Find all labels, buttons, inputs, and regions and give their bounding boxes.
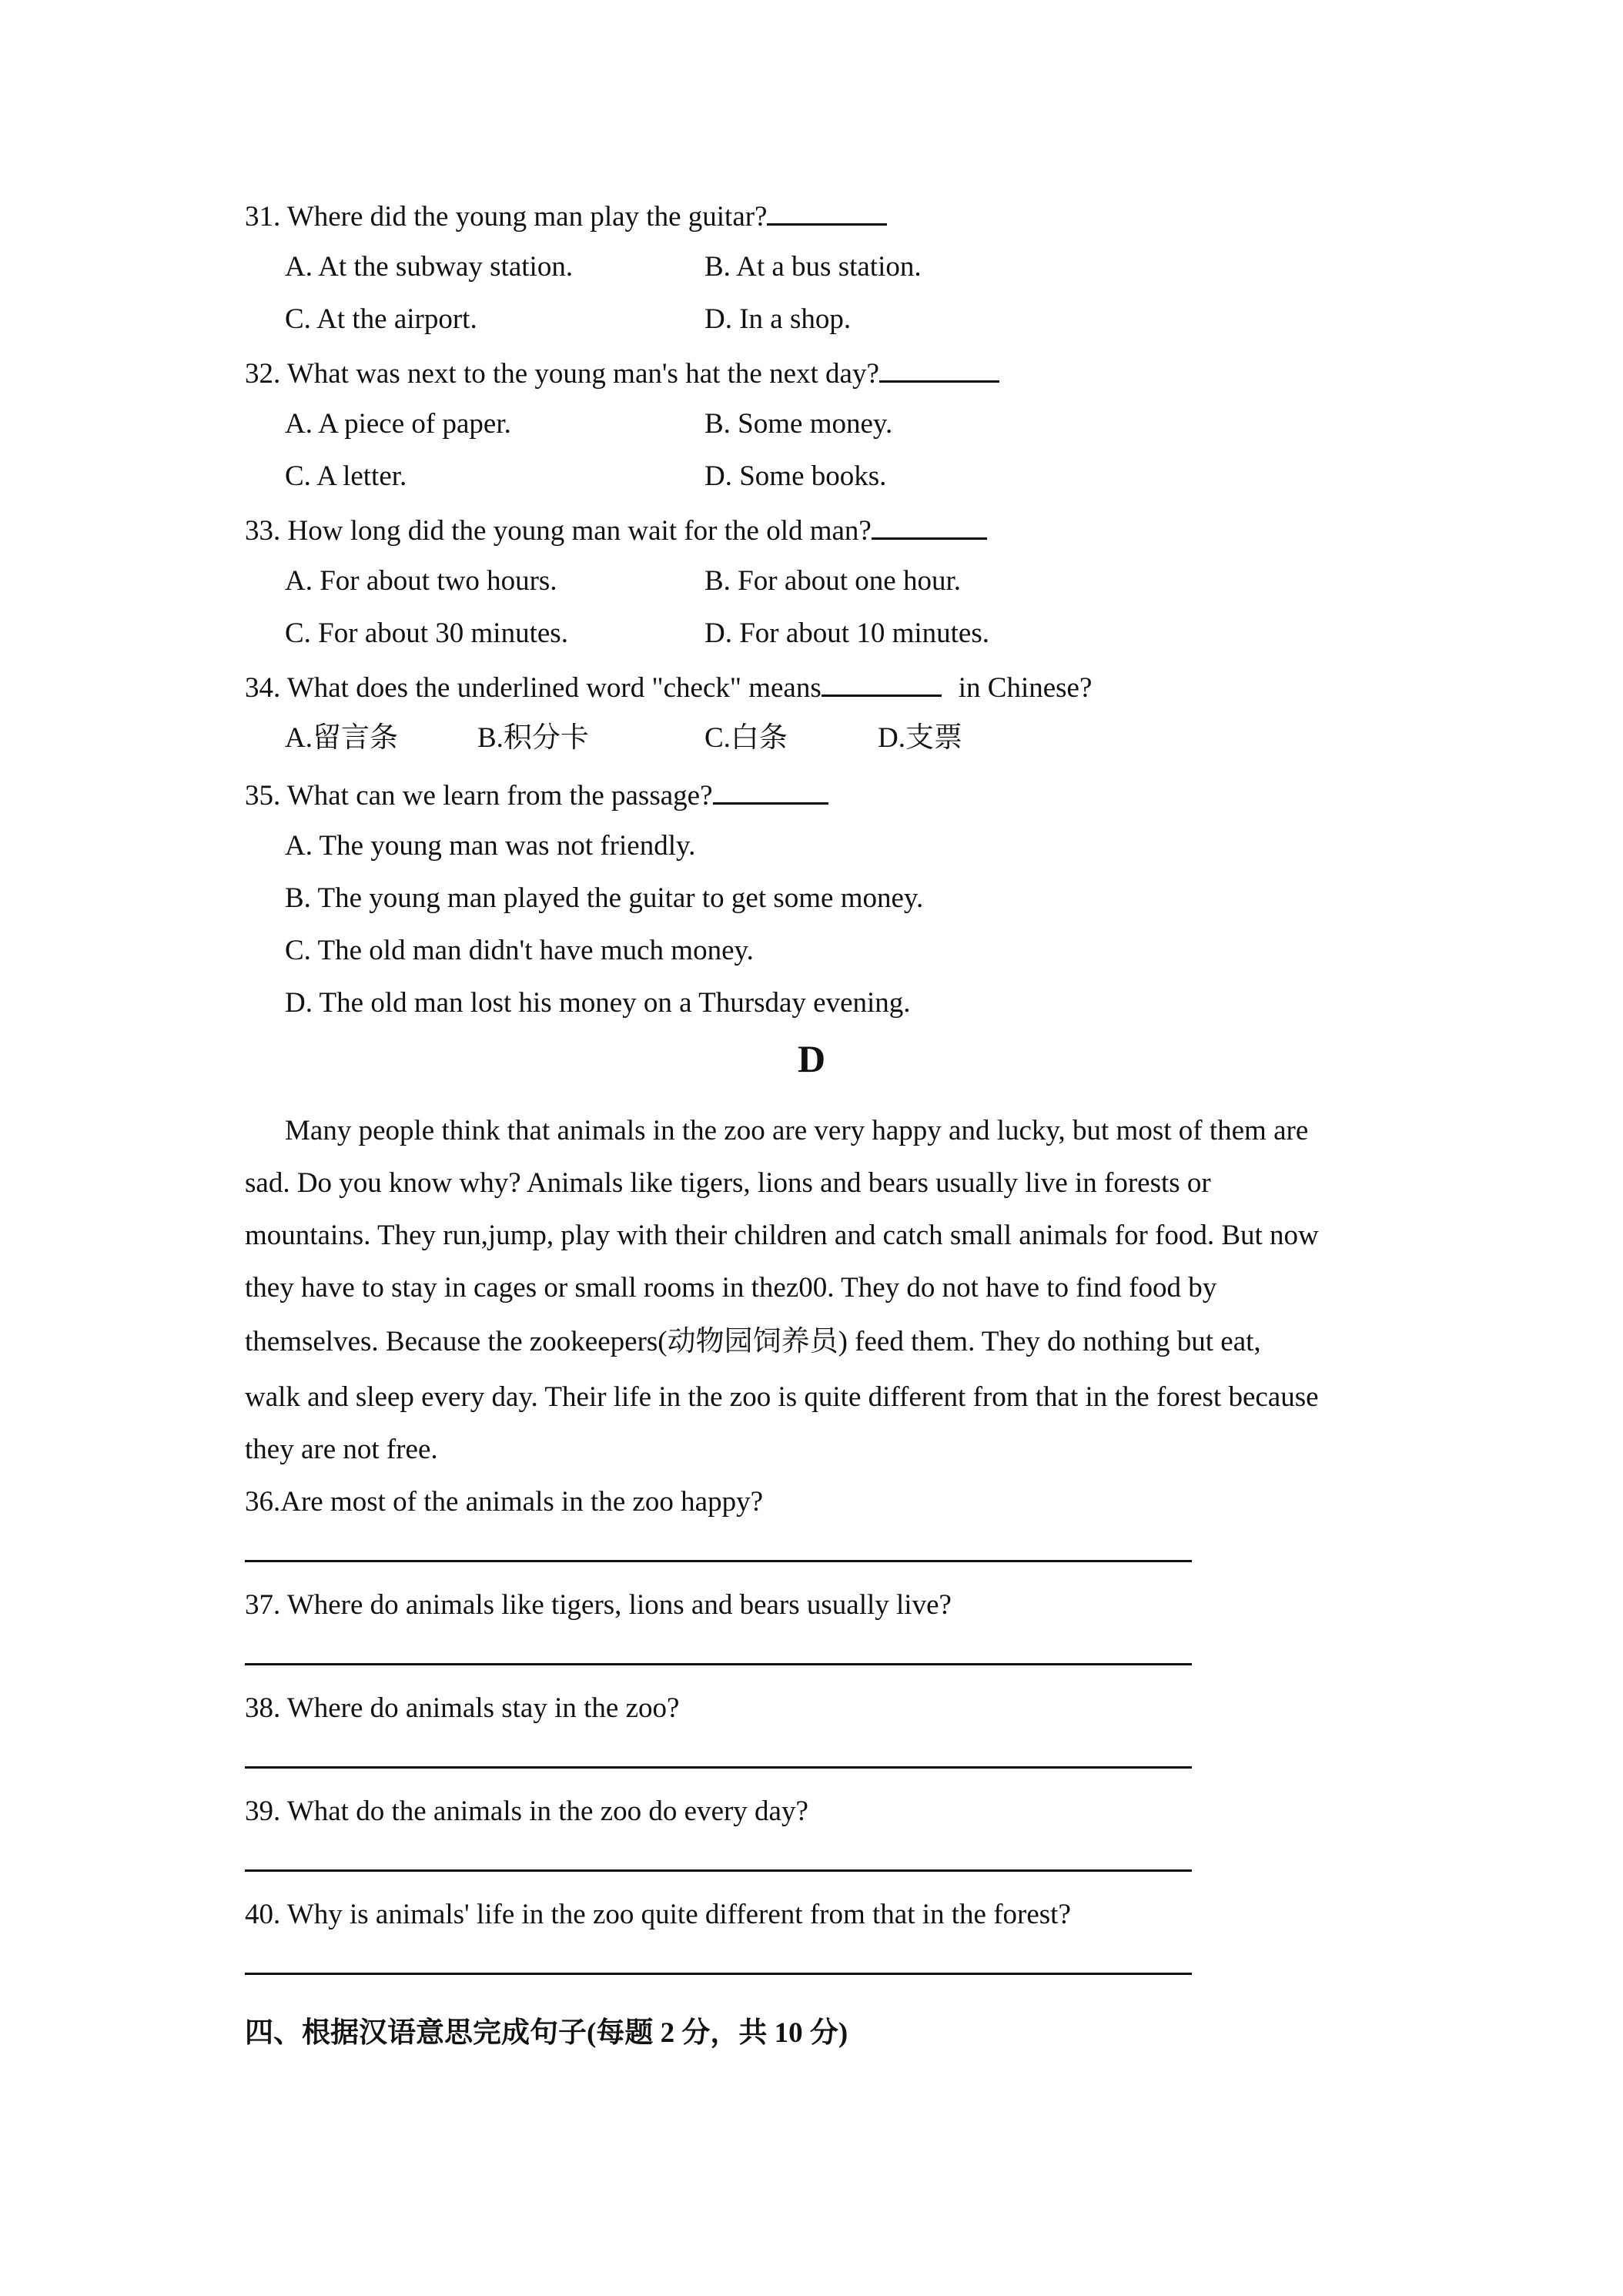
question-35 (245, 779, 828, 810)
question-31 (245, 200, 887, 231)
question-36: 36.Are most of the animals in the zoo happy? (245, 1486, 764, 1518)
question-stem: 35. What can we learn from the passage? (245, 780, 713, 812)
question-40: 40. Why is animals' life in the zoo quite different from that in the forest? (245, 1899, 1071, 1930)
option-33-a[interactable]: A. For about two hours. (285, 565, 557, 597)
option-35-d[interactable]: D. The old man lost his money on a Thursday evening. (285, 987, 911, 1019)
answer-blank[interactable] (822, 671, 942, 697)
answer-line-39[interactable] (245, 1869, 1192, 1872)
question-34 (245, 671, 1092, 702)
passage-line: sad. Do you know why? Animals like tigers, lions and bears usually live in forests or (245, 1167, 1211, 1199)
passage-line: mountains. They run,jump, play with their children and catch small animals for food. But now (245, 1220, 1319, 1251)
question-stem: 34. What does the underlined word "check" means (245, 672, 822, 704)
answer-line-37[interactable] (245, 1663, 1192, 1665)
option-31-c[interactable]: C. At the airport. (285, 303, 477, 335)
question-stem: 32. What was next to the young man's hat the next day? (245, 358, 879, 390)
passage-line: they are not free. (245, 1434, 438, 1465)
option-34-a[interactable]: A.留言条 (285, 722, 398, 754)
option-32-a[interactable]: A. A piece of paper. (285, 408, 511, 440)
question-stem: 33. How long did the young man wait for the old man? (245, 515, 872, 547)
passage-line: themselves. Because the zookeepers(动物园饲养员) feed them. They do nothing but eat, (245, 1326, 1261, 1357)
option-32-c[interactable]: C. A letter. (285, 460, 407, 492)
question-37: 37. Where do animals like tigers, lions and bears usually live? (245, 1589, 952, 1621)
option-31-d[interactable]: D. In a shop. (704, 303, 852, 335)
question-32 (245, 357, 999, 388)
option-31-b[interactable]: B. At a bus station. (704, 251, 922, 283)
answer-blank[interactable] (767, 200, 887, 226)
option-34-c[interactable]: C.白条 (704, 722, 788, 754)
passage-line: walk and sleep every day. Their life in the zoo is quite different from that in the forest because (245, 1381, 1319, 1413)
option-35-a[interactable]: A. The young man was not friendly. (285, 830, 696, 862)
option-33-b[interactable]: B. For about one hour. (704, 565, 961, 597)
option-32-d[interactable]: D. Some books. (704, 460, 887, 492)
answer-line-38[interactable] (245, 1766, 1192, 1769)
option-34-d[interactable]: D.支票 (878, 722, 962, 754)
section-d-heading: D (797, 1037, 826, 1080)
answer-blank[interactable] (872, 514, 987, 540)
question-stem-end: in Chinese? (958, 672, 1093, 704)
section-four-title: 四、根据汉语意思完成句子(每题 2 分，共 10 分) (245, 2017, 848, 2049)
passage-line: Many people think that animals in the zoo are very happy and lucky, but most of them are (285, 1115, 1309, 1146)
option-32-b[interactable]: B. Some money. (704, 408, 893, 440)
option-35-b[interactable]: B. The young man played the guitar to get some money. (285, 882, 924, 914)
option-35-c[interactable]: C. The old man didn't have much money. (285, 935, 754, 966)
question-38: 38. Where do animals stay in the zoo? (245, 1692, 680, 1724)
answer-blank[interactable] (713, 779, 828, 805)
option-33-c[interactable]: C. For about 30 minutes. (285, 618, 568, 649)
question-stem: 31. Where did the young man play the guitar? (245, 201, 768, 233)
option-31-a[interactable]: A. At the subway station. (285, 251, 574, 283)
question-33 (245, 514, 987, 545)
option-33-d[interactable]: D. For about 10 minutes. (704, 618, 989, 649)
passage-line: they have to stay in cages or small rooms in thez00. They do not have to find food by (245, 1272, 1217, 1304)
answer-line-36[interactable] (245, 1560, 1192, 1562)
question-39: 39. What do the animals in the zoo do every day? (245, 1796, 808, 1827)
answer-line-40[interactable] (245, 1973, 1192, 1975)
answer-blank[interactable] (879, 357, 999, 383)
option-34-b[interactable]: B.积分卡 (477, 722, 589, 754)
